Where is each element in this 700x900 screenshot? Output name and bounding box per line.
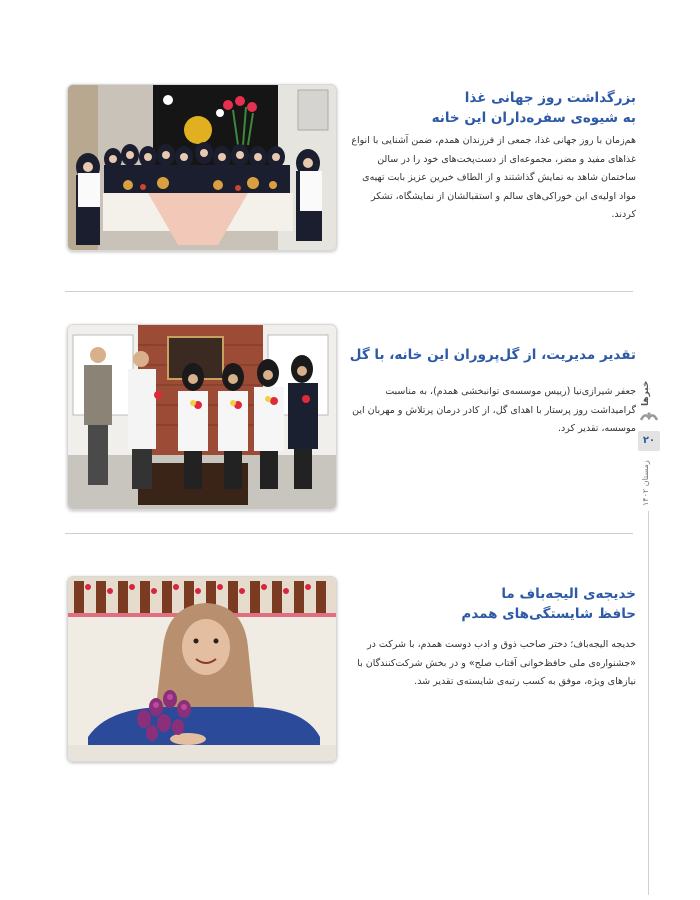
article-nurse-day [348,345,636,439]
hafez-festival-photo [67,576,337,762]
divider [65,291,633,292]
article-hafez-festival [348,584,636,692]
page-number: ۲۰ [638,431,660,451]
article-body: هم‌زمان با روز جهانی غذا، جمعی از فرزندان همدم، ضمن آشنایی با انواع غذاهای مفید و مضر، مجموعه‌ای از دست‌پخت‌های خود را در سالن ساختمان شاهد به نمایش گذاشتند و از الطاف خیرین عزیز بابت تهیه‌ی مواد اولیه‌ی این خوراکی‌های سالم و استقبالشان از نمایشگاه، تشکر کردند. [351,135,636,220]
article-body: خدیجه الیجه‌باف؛ دختر صاحب ذوق و ادب دوست همدم، با شرکت در «جشنواره‌ی ملی حافظ‌خوانی آفتاب صلح» و در بخش شرکت‌کنندگان با نیازهای ویژه، موفق به کسب رتبه‌ی شایسته‌ی تقدیر شد. [357,639,636,687]
article-food-day [348,88,636,225]
issue-season: زمستان ۱۴۰۲ [641,455,657,511]
article-title: بزرگداشت روز جهانی غذا [464,90,636,106]
article-body: جعفر شیرازی‌نیا (رییس موسسه‌ی توانبخشی همدم)، به مناسبت گرامیداشت روز پرستار با اهدای گل، از کادر درمان پرتلاش و مهربان این موسسه، تقدیر کرد. [352,386,636,434]
food-day-photo [67,84,337,251]
sidebar-rule [648,455,649,895]
article-subtitle: به شیوه‌ی سفره‌داران این خانه [431,110,636,126]
section-label: خبرها [641,380,651,406]
article-title: تقدیر مدیریت، از گل‌پروران این خانه، با گل [349,347,636,363]
article-subtitle: حافظ شایستگی‌های همدم [461,606,636,622]
nurse-day-photo [67,324,337,510]
hamdam-logo-icon [639,410,659,424]
divider [65,533,633,534]
article-title: خدیجه‌ی الیجه‌باف ما [501,586,636,602]
